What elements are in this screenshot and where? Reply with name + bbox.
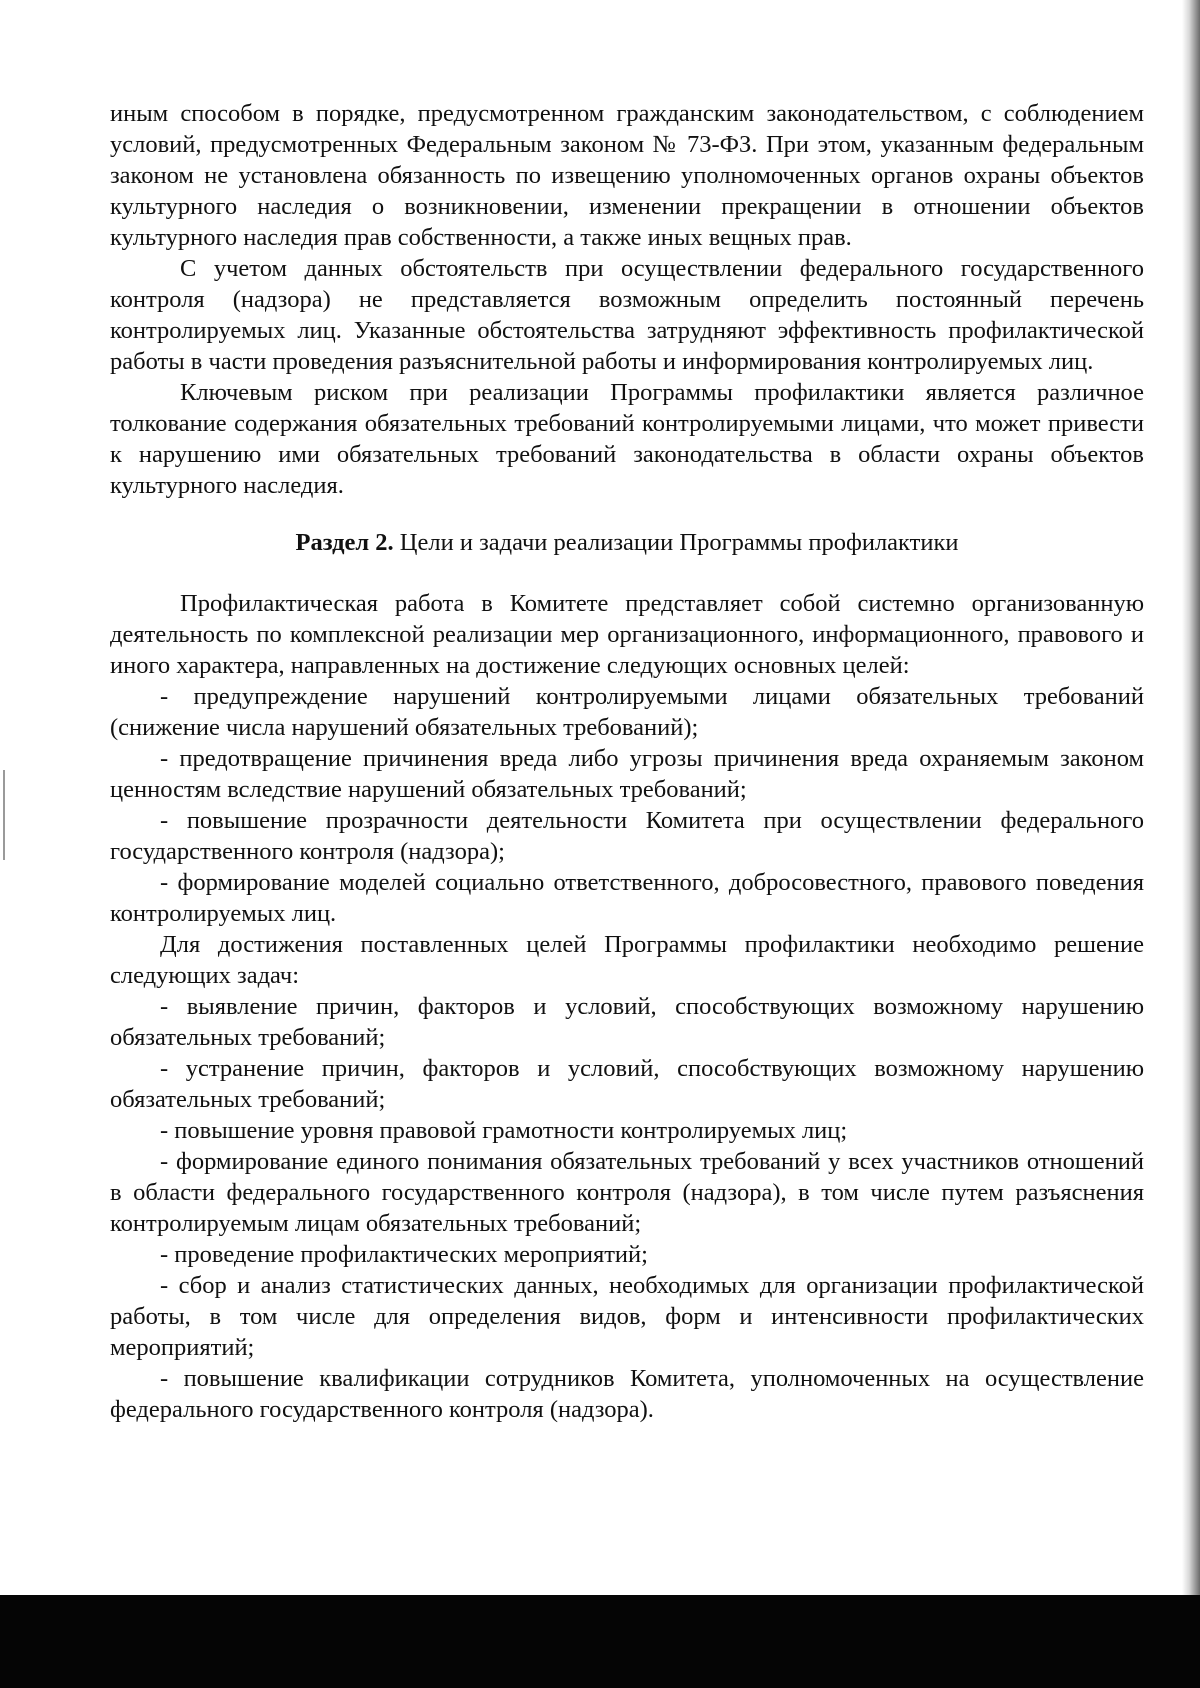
goals-list: [110, 681, 1144, 929]
goal-item: - повышение прозрачности деятельности Комитета при осуществлении федерального государственного контроля (надзора);: [110, 807, 1144, 865]
goal-item: - формирование моделей социально ответственного, добросовестного, правового поведения контролируемых лиц.: [110, 869, 1144, 927]
scan-left-margin-mark: [3, 770, 5, 860]
paragraph-circumstances: С учетом данных обстоятельств при осуществлении федерального государственного контроля (надзора) не представляется возможным определить постоянный перечень контролируемых лиц. Указанные обстоятельства затрудняют эффективность профилактической работы в части проведения разъяснительной работы и информирования контролируемых лиц.: [110, 255, 1144, 375]
section-heading: [110, 527, 1144, 558]
task-item: - проведение профилактических мероприятий;: [160, 1241, 648, 1268]
task-item: - сбор и анализ статистических данных, необходимых для организации профилактической работы, в том числе для определения видов, форм и интенсивности профилактических мероприятий;: [110, 1272, 1144, 1361]
paragraph-continuation: иным способом в порядке, предусмотренном гражданским законодательством, с соблюдением условий, предусмотренных Федеральным законом № 73-ФЗ. При этом, указанным федеральным законом не установлена обязанность по извещению уполномоченных органов охраны объектов культурного наследия о возникновении, изменении прекращении в отношении объектов культурного наследия прав собственности, а также иных вещных прав.: [110, 100, 1144, 251]
paragraph-key-risk: Ключевым риском при реализации Программы профилактики является различное толкование содержания обязательных требований контролируемыми лицами, что может привести к нарушению ими обязательных требований законодательства в области охраны объектов культурного наследия.: [110, 379, 1144, 499]
paragraph-prevention-work: Профилактическая работа в Комитете представляет собой системно организованную деятельность по комплексной реализации мер организационного, информационного, правового и иного характера, направленных на достижение следующих основных целей:: [110, 590, 1144, 679]
goal-item: - предотвращение причинения вреда либо угрозы причинения вреда охраняемым законом ценностям вследствие нарушений обязательных требований;: [110, 745, 1144, 803]
goal-item: - предупреждение нарушений контролируемыми лицами обязательных требований (снижение числа нарушений обязательных требований);: [110, 683, 1144, 741]
task-item: - выявление причин, факторов и условий, способствующих возможному нарушению обязательных требований;: [110, 993, 1144, 1051]
document-body: [110, 98, 1144, 1425]
section-heading-title: Цели и задачи реализации Программы профилактики: [399, 529, 959, 556]
tasks-list: [110, 991, 1144, 1425]
task-item: - формирование единого понимания обязательных требований у всех участников отношений в области федерального государственного контроля (надзора), в том числе путем разъяснения контролируемым лицам обязательных требований;: [110, 1148, 1144, 1237]
scan-bottom-dark-band: [0, 1595, 1200, 1688]
task-item: - устранение причин, факторов и условий, способствующих возможному нарушению обязательных требований;: [110, 1055, 1144, 1113]
task-item: - повышение уровня правовой грамотности контролируемых лиц;: [160, 1117, 848, 1144]
paragraph-tasks-intro: Для достижения поставленных целей Программы профилактики необходимо решение следующих задач:: [110, 931, 1144, 989]
scan-right-edge-shadow: [1182, 0, 1200, 1600]
section-heading-label: Раздел 2.: [295, 529, 394, 556]
task-item: - повышение квалификации сотрудников Комитета, уполномоченных на осуществление федерального государственного контроля (надзора).: [110, 1365, 1144, 1423]
